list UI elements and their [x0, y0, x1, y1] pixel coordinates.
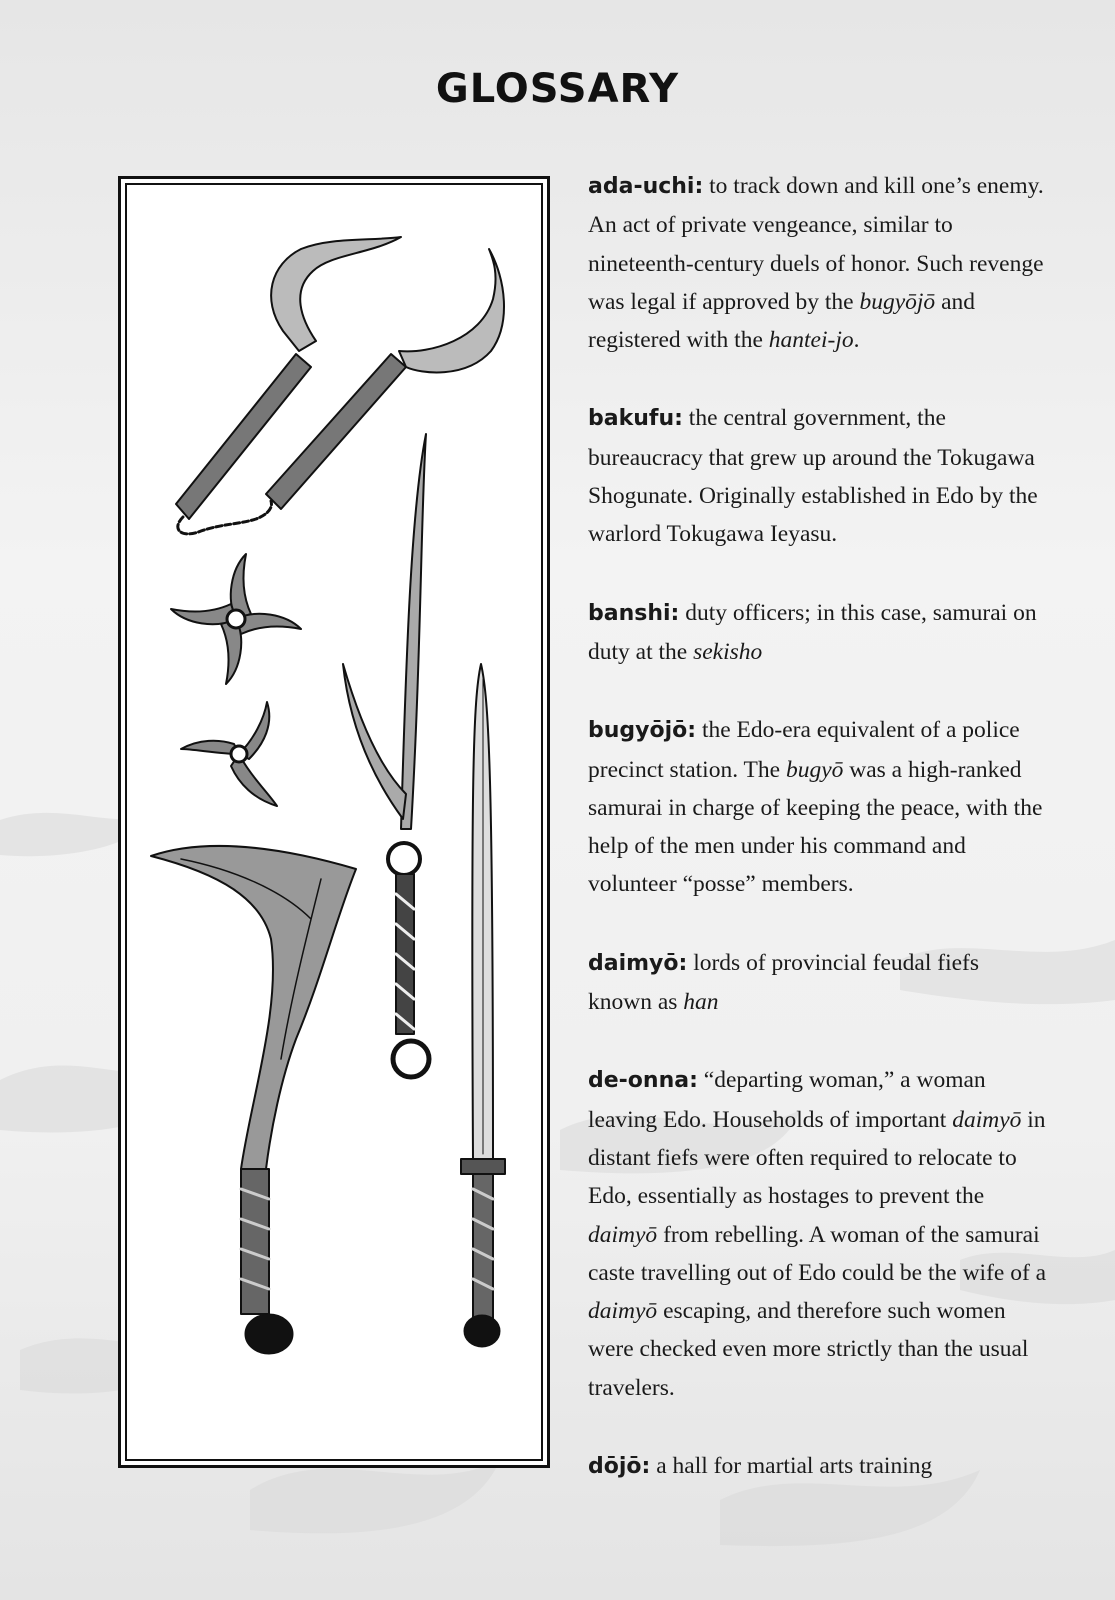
glossary-term: dōjō:	[588, 1454, 651, 1480]
glossary-term: banshi:	[588, 600, 680, 626]
glossary-term: daimyō:	[588, 950, 688, 976]
glossary-entry	[588, 1061, 1048, 1407]
glossary-term: ada-uchi:	[588, 174, 704, 199]
glossary-term: bugyōjō:	[588, 718, 697, 744]
glossary-definition: duty officers; in this case, samurai on duty at the sekisho	[588, 599, 1037, 665]
glossary-entry	[588, 167, 1048, 359]
kusarigama-icon	[176, 237, 504, 534]
glossary-definition: the Edo-era equivalent of a police precinct station. The bugyō was a high-ranked samurai in charge of keeping the peace, with the help of the men under his command and volunteer “posse” members.	[588, 717, 1043, 898]
page-title: GLOSSARY	[435, 66, 680, 112]
shuriken-icon	[171, 554, 301, 684]
glossary-entry	[588, 1447, 1048, 1486]
shuriken-icon	[181, 702, 277, 806]
glossary-entry	[588, 594, 1048, 672]
jitte-icon	[343, 434, 429, 1077]
glossary-definition: “departing woman,” a woman leaving Edo. Households of important daimyō in distant fiefs were often required to relocate to Edo, essentially as hostages to prevent the daimyō from rebelling. A woman of the samurai caste travelling out of Edo could be the wife of a daimyō escaping, and therefore such women were checked even more strictly than the usual travelers.	[588, 1067, 1047, 1401]
glossary-entry	[588, 944, 1048, 1022]
glossary-definition: a hall for martial arts training	[650, 1453, 933, 1480]
glossary-entry	[588, 399, 1048, 553]
sword-icon	[461, 664, 505, 1347]
glossary-list	[588, 167, 1048, 1526]
glossary-definition: the central government, the bureaucracy that grew up around the Tokugawa Shogunate. Originally established in Edo by the warlord Tokugawa Ieyasu.	[588, 405, 1038, 548]
glossary-definition: to track down and kill one’s enemy. An act of private vengeance, similar to nineteenth-century duels of honor. Such revenge was legal if approved by the bugyōjō and registered with the hantei-jo.	[588, 173, 1044, 354]
glossary-entry	[588, 711, 1048, 903]
glossary-definition: lords of provincial feudal fiefs known as han	[588, 949, 980, 1016]
glossary-term: de-onna:	[588, 1068, 698, 1094]
curved-blade-icon	[151, 846, 356, 1354]
glossary-term: bakufu:	[588, 406, 683, 432]
weapons-illustration	[118, 176, 550, 1468]
